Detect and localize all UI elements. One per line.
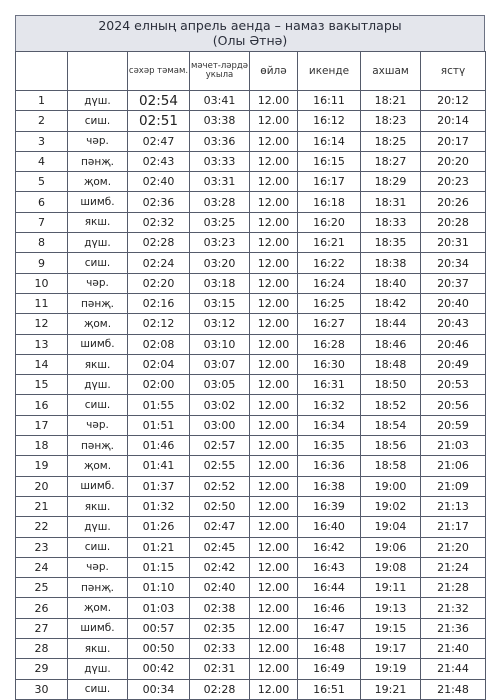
weekday-cell: шимб. [68,618,128,638]
ahsham-time-cell: 18:48 [361,354,421,374]
oyle-time-cell: 12.00 [250,476,298,496]
ikende-time-cell: 16:18 [298,192,361,212]
oyle-time-cell: 12.00 [250,618,298,638]
ahsham-time-cell: 18:31 [361,192,421,212]
day-number-cell: 30 [16,679,68,699]
ikende-time-cell: 16:40 [298,517,361,537]
table-row [16,354,486,374]
day-number-cell: 9 [16,253,68,273]
table-row [16,375,486,395]
weekday-cell: шимб. [68,334,128,354]
ahsham-time-cell: 18:35 [361,233,421,253]
table-row [16,618,486,638]
weekday-cell: шимб. [68,476,128,496]
day-number-cell: 3 [16,131,68,151]
sahar-time-cell: 02:43 [128,151,190,171]
yastu-time-cell: 20:20 [421,151,486,171]
oyle-time-cell: 12.00 [250,273,298,293]
header-weekday [68,52,128,91]
table-row [16,679,486,699]
sahar-time-cell: 02:40 [128,172,190,192]
day-number-cell: 21 [16,496,68,516]
weekday-cell: сиш. [68,395,128,415]
weekday-cell: җом. [68,598,128,618]
mosque-time-cell: 02:33 [190,639,250,659]
weekday-cell: пәнҗ. [68,293,128,313]
weekday-cell: шимб. [68,192,128,212]
table-row [16,314,486,334]
sahar-time-cell: 02:04 [128,354,190,374]
oyle-time-cell: 12.00 [250,537,298,557]
weekday-cell: пәнҗ. [68,151,128,171]
sahar-time-cell: 01:21 [128,537,190,557]
sahar-time-cell: 02:32 [128,212,190,232]
oyle-time-cell: 12.00 [250,334,298,354]
sahar-time-cell: 02:12 [128,314,190,334]
sahar-time-cell: 01:15 [128,557,190,577]
yastu-time-cell: 20:37 [421,273,486,293]
mosque-time-cell: 03:41 [190,91,250,111]
ikende-time-cell: 16:34 [298,415,361,435]
oyle-time-cell: 12.00 [250,639,298,659]
ahsham-time-cell: 18:52 [361,395,421,415]
table-row [16,151,486,171]
title-line-2: (Олы Әтнә) [212,33,288,48]
sahar-time-cell: 01:46 [128,436,190,456]
ahsham-time-cell: 18:46 [361,334,421,354]
sahar-time-cell: 01:55 [128,395,190,415]
header-ikende: икенде [298,52,361,91]
title-box [15,15,485,51]
title-line-1: 2024 елның апрель аенда – намаз вакытлары [98,18,402,33]
ahsham-time-cell: 18:44 [361,314,421,334]
table-row [16,395,486,415]
weekday-cell: дүш. [68,233,128,253]
sahar-time-cell: 00:42 [128,659,190,679]
oyle-time-cell: 12.00 [250,151,298,171]
oyle-time-cell: 12.00 [250,172,298,192]
yastu-time-cell: 21:24 [421,557,486,577]
day-number-cell: 17 [16,415,68,435]
ikende-time-cell: 16:35 [298,436,361,456]
weekday-cell: чәр. [68,273,128,293]
ikende-time-cell: 16:27 [298,314,361,334]
sahar-time-cell: 02:20 [128,273,190,293]
yastu-time-cell: 20:31 [421,233,486,253]
yastu-time-cell: 21:44 [421,659,486,679]
yastu-time-cell: 21:09 [421,476,486,496]
yastu-time-cell: 20:40 [421,293,486,313]
yastu-time-cell: 21:48 [421,679,486,699]
yastu-time-cell: 21:32 [421,598,486,618]
table-row [16,111,486,131]
mosque-time-cell: 02:47 [190,517,250,537]
sahar-time-cell: 02:54 [128,91,190,111]
mosque-time-cell: 02:52 [190,476,250,496]
day-number-cell: 26 [16,598,68,618]
ahsham-time-cell: 19:13 [361,598,421,618]
sahar-time-cell: 00:34 [128,679,190,699]
table-row [16,233,486,253]
day-number-cell: 24 [16,557,68,577]
oyle-time-cell: 12.00 [250,354,298,374]
oyle-time-cell: 12.00 [250,415,298,435]
day-number-cell: 10 [16,273,68,293]
day-number-cell: 19 [16,456,68,476]
table-row [16,578,486,598]
yastu-time-cell: 21:28 [421,578,486,598]
weekday-cell: җом. [68,314,128,334]
ikende-time-cell: 16:51 [298,679,361,699]
table-row [16,436,486,456]
mosque-time-cell: 03:02 [190,395,250,415]
weekday-cell: сиш. [68,679,128,699]
header-oyle: өйлә [250,52,298,91]
sahar-time-cell: 00:50 [128,639,190,659]
oyle-time-cell: 12.00 [250,111,298,131]
sahar-time-cell: 01:41 [128,456,190,476]
mosque-time-cell: 03:28 [190,192,250,212]
table-row [16,91,486,111]
ikende-time-cell: 16:31 [298,375,361,395]
weekday-cell: дүш. [68,659,128,679]
mosque-time-cell: 03:25 [190,212,250,232]
yastu-time-cell: 20:17 [421,131,486,151]
table-row [16,172,486,192]
ahsham-time-cell: 19:21 [361,679,421,699]
oyle-time-cell: 12.00 [250,557,298,577]
day-number-cell: 29 [16,659,68,679]
table-row [16,476,486,496]
weekday-cell: чәр. [68,557,128,577]
mosque-time-cell: 02:28 [190,679,250,699]
oyle-time-cell: 12.00 [250,679,298,699]
ahsham-time-cell: 18:58 [361,456,421,476]
ahsham-time-cell: 18:23 [361,111,421,131]
table-row [16,415,486,435]
ahsham-time-cell: 18:33 [361,212,421,232]
table-row [16,557,486,577]
ikende-time-cell: 16:21 [298,233,361,253]
ahsham-time-cell: 19:08 [361,557,421,577]
ahsham-time-cell: 18:56 [361,436,421,456]
day-number-cell: 13 [16,334,68,354]
ahsham-time-cell: 19:00 [361,476,421,496]
oyle-time-cell: 12.00 [250,578,298,598]
yastu-time-cell: 21:17 [421,517,486,537]
yastu-time-cell: 20:59 [421,415,486,435]
ahsham-time-cell: 19:06 [361,537,421,557]
ikende-time-cell: 16:12 [298,111,361,131]
oyle-time-cell: 12.00 [250,131,298,151]
sahar-time-cell: 00:57 [128,618,190,638]
day-number-cell: 20 [16,476,68,496]
ikende-time-cell: 16:24 [298,273,361,293]
day-number-cell: 5 [16,172,68,192]
ikende-time-cell: 16:44 [298,578,361,598]
yastu-time-cell: 21:13 [421,496,486,516]
ikende-time-cell: 16:38 [298,476,361,496]
ikende-time-cell: 16:11 [298,91,361,111]
ikende-time-cell: 16:42 [298,537,361,557]
sahar-time-cell: 02:16 [128,293,190,313]
header-ahsham: ахшам [361,52,421,91]
table-row [16,659,486,679]
sahar-time-cell: 02:28 [128,233,190,253]
ahsham-time-cell: 19:04 [361,517,421,537]
yastu-time-cell: 21:20 [421,537,486,557]
weekday-cell: пәнҗ. [68,578,128,598]
day-number-cell: 14 [16,354,68,374]
weekday-cell: җом. [68,172,128,192]
sahar-time-cell: 02:51 [128,111,190,131]
table-row [16,639,486,659]
ahsham-time-cell: 18:21 [361,91,421,111]
oyle-time-cell: 12.00 [250,192,298,212]
mosque-time-cell: 02:45 [190,537,250,557]
mosque-time-cell: 03:20 [190,253,250,273]
sahar-time-cell: 01:51 [128,415,190,435]
weekday-cell: сиш. [68,253,128,273]
yastu-time-cell: 21:36 [421,618,486,638]
ahsham-time-cell: 18:42 [361,293,421,313]
header-sahar: сәхәр тәмам. [128,52,190,91]
weekday-cell: җом. [68,456,128,476]
ikende-time-cell: 16:30 [298,354,361,374]
ikende-time-cell: 16:14 [298,131,361,151]
sahar-time-cell: 02:47 [128,131,190,151]
mosque-time-cell: 02:57 [190,436,250,456]
oyle-time-cell: 12.00 [250,91,298,111]
sahar-time-cell: 01:26 [128,517,190,537]
yastu-time-cell: 20:53 [421,375,486,395]
oyle-time-cell: 12.00 [250,233,298,253]
weekday-cell: якш. [68,212,128,232]
weekday-cell: чәр. [68,131,128,151]
oyle-time-cell: 12.00 [250,436,298,456]
ikende-time-cell: 16:22 [298,253,361,273]
sahar-time-cell: 02:00 [128,375,190,395]
weekday-cell: дүш. [68,375,128,395]
table-row [16,253,486,273]
day-number-cell: 25 [16,578,68,598]
table-row [16,537,486,557]
mosque-time-cell: 03:38 [190,111,250,131]
mosque-time-cell: 03:12 [190,314,250,334]
ahsham-time-cell: 18:54 [361,415,421,435]
mosque-time-cell: 03:23 [190,233,250,253]
ahsham-time-cell: 19:02 [361,496,421,516]
yastu-time-cell: 20:28 [421,212,486,232]
day-number-cell: 6 [16,192,68,212]
yastu-time-cell: 20:43 [421,314,486,334]
ikende-time-cell: 16:17 [298,172,361,192]
table-row [16,273,486,293]
prayer-times-sheet [15,15,485,700]
oyle-time-cell: 12.00 [250,253,298,273]
sahar-time-cell: 02:24 [128,253,190,273]
yastu-time-cell: 21:40 [421,639,486,659]
weekday-cell: якш. [68,639,128,659]
ikende-time-cell: 16:47 [298,618,361,638]
ikende-time-cell: 16:32 [298,395,361,415]
mosque-time-cell: 02:40 [190,578,250,598]
ikende-time-cell: 16:39 [298,496,361,516]
mosque-time-cell: 03:31 [190,172,250,192]
sahar-time-cell: 02:08 [128,334,190,354]
ahsham-time-cell: 18:40 [361,273,421,293]
header-yastu: ястү [421,52,486,91]
mosque-time-cell: 02:50 [190,496,250,516]
ahsham-time-cell: 19:15 [361,618,421,638]
ahsham-time-cell: 19:11 [361,578,421,598]
weekday-cell: якш. [68,354,128,374]
ahsham-time-cell: 19:19 [361,659,421,679]
header-day-number [16,52,68,91]
header-mosque: мәчет-ләрдә укыла [190,52,250,91]
table-row [16,456,486,476]
table-row [16,293,486,313]
weekday-cell: пәнҗ. [68,436,128,456]
table-row [16,212,486,232]
sahar-time-cell: 02:36 [128,192,190,212]
oyle-time-cell: 12.00 [250,456,298,476]
table-body [16,91,486,700]
yastu-time-cell: 20:49 [421,354,486,374]
oyle-time-cell: 12.00 [250,598,298,618]
mosque-time-cell: 02:42 [190,557,250,577]
yastu-time-cell: 20:56 [421,395,486,415]
yastu-time-cell: 20:46 [421,334,486,354]
ikende-time-cell: 16:15 [298,151,361,171]
oyle-time-cell: 12.00 [250,293,298,313]
weekday-cell: дүш. [68,517,128,537]
table-row [16,192,486,212]
day-number-cell: 4 [16,151,68,171]
day-number-cell: 7 [16,212,68,232]
weekday-cell: чәр. [68,415,128,435]
table-row [16,598,486,618]
oyle-time-cell: 12.00 [250,659,298,679]
ahsham-time-cell: 18:25 [361,131,421,151]
ahsham-time-cell: 18:38 [361,253,421,273]
yastu-time-cell: 20:14 [421,111,486,131]
mosque-time-cell: 03:10 [190,334,250,354]
ahsham-time-cell: 18:27 [361,151,421,171]
header-row [16,52,486,91]
mosque-time-cell: 03:00 [190,415,250,435]
weekday-cell: дүш. [68,91,128,111]
ahsham-time-cell: 18:29 [361,172,421,192]
day-number-cell: 16 [16,395,68,415]
day-number-cell: 27 [16,618,68,638]
sahar-time-cell: 01:03 [128,598,190,618]
ikende-time-cell: 16:46 [298,598,361,618]
mosque-time-cell: 03:15 [190,293,250,313]
oyle-time-cell: 12.00 [250,496,298,516]
mosque-time-cell: 02:55 [190,456,250,476]
day-number-cell: 22 [16,517,68,537]
mosque-time-cell: 02:35 [190,618,250,638]
mosque-time-cell: 03:07 [190,354,250,374]
table-row [16,131,486,151]
weekday-cell: сиш. [68,111,128,131]
mosque-time-cell: 03:33 [190,151,250,171]
yastu-time-cell: 20:26 [421,192,486,212]
table-row [16,496,486,516]
day-number-cell: 11 [16,293,68,313]
mosque-time-cell: 02:38 [190,598,250,618]
day-number-cell: 18 [16,436,68,456]
prayer-times-table [15,51,486,700]
day-number-cell: 8 [16,233,68,253]
table-row [16,334,486,354]
day-number-cell: 2 [16,111,68,131]
mosque-time-cell: 03:36 [190,131,250,151]
ahsham-time-cell: 19:17 [361,639,421,659]
yastu-time-cell: 21:06 [421,456,486,476]
ikende-time-cell: 16:48 [298,639,361,659]
ikende-time-cell: 16:43 [298,557,361,577]
sahar-time-cell: 01:10 [128,578,190,598]
day-number-cell: 1 [16,91,68,111]
weekday-cell: якш. [68,496,128,516]
table-row [16,517,486,537]
mosque-time-cell: 02:31 [190,659,250,679]
yastu-time-cell: 20:34 [421,253,486,273]
day-number-cell: 28 [16,639,68,659]
oyle-time-cell: 12.00 [250,314,298,334]
mosque-time-cell: 03:05 [190,375,250,395]
oyle-time-cell: 12.00 [250,212,298,232]
ahsham-time-cell: 18:50 [361,375,421,395]
sahar-time-cell: 01:32 [128,496,190,516]
day-number-cell: 12 [16,314,68,334]
day-number-cell: 15 [16,375,68,395]
ikende-time-cell: 16:20 [298,212,361,232]
ikende-time-cell: 16:49 [298,659,361,679]
yastu-time-cell: 20:12 [421,91,486,111]
oyle-time-cell: 12.00 [250,375,298,395]
ikende-time-cell: 16:28 [298,334,361,354]
sahar-time-cell: 01:37 [128,476,190,496]
ikende-time-cell: 16:36 [298,456,361,476]
weekday-cell: сиш. [68,537,128,557]
yastu-time-cell: 21:03 [421,436,486,456]
mosque-time-cell: 03:18 [190,273,250,293]
ikende-time-cell: 16:25 [298,293,361,313]
oyle-time-cell: 12.00 [250,517,298,537]
yastu-time-cell: 20:23 [421,172,486,192]
oyle-time-cell: 12.00 [250,395,298,415]
day-number-cell: 23 [16,537,68,557]
